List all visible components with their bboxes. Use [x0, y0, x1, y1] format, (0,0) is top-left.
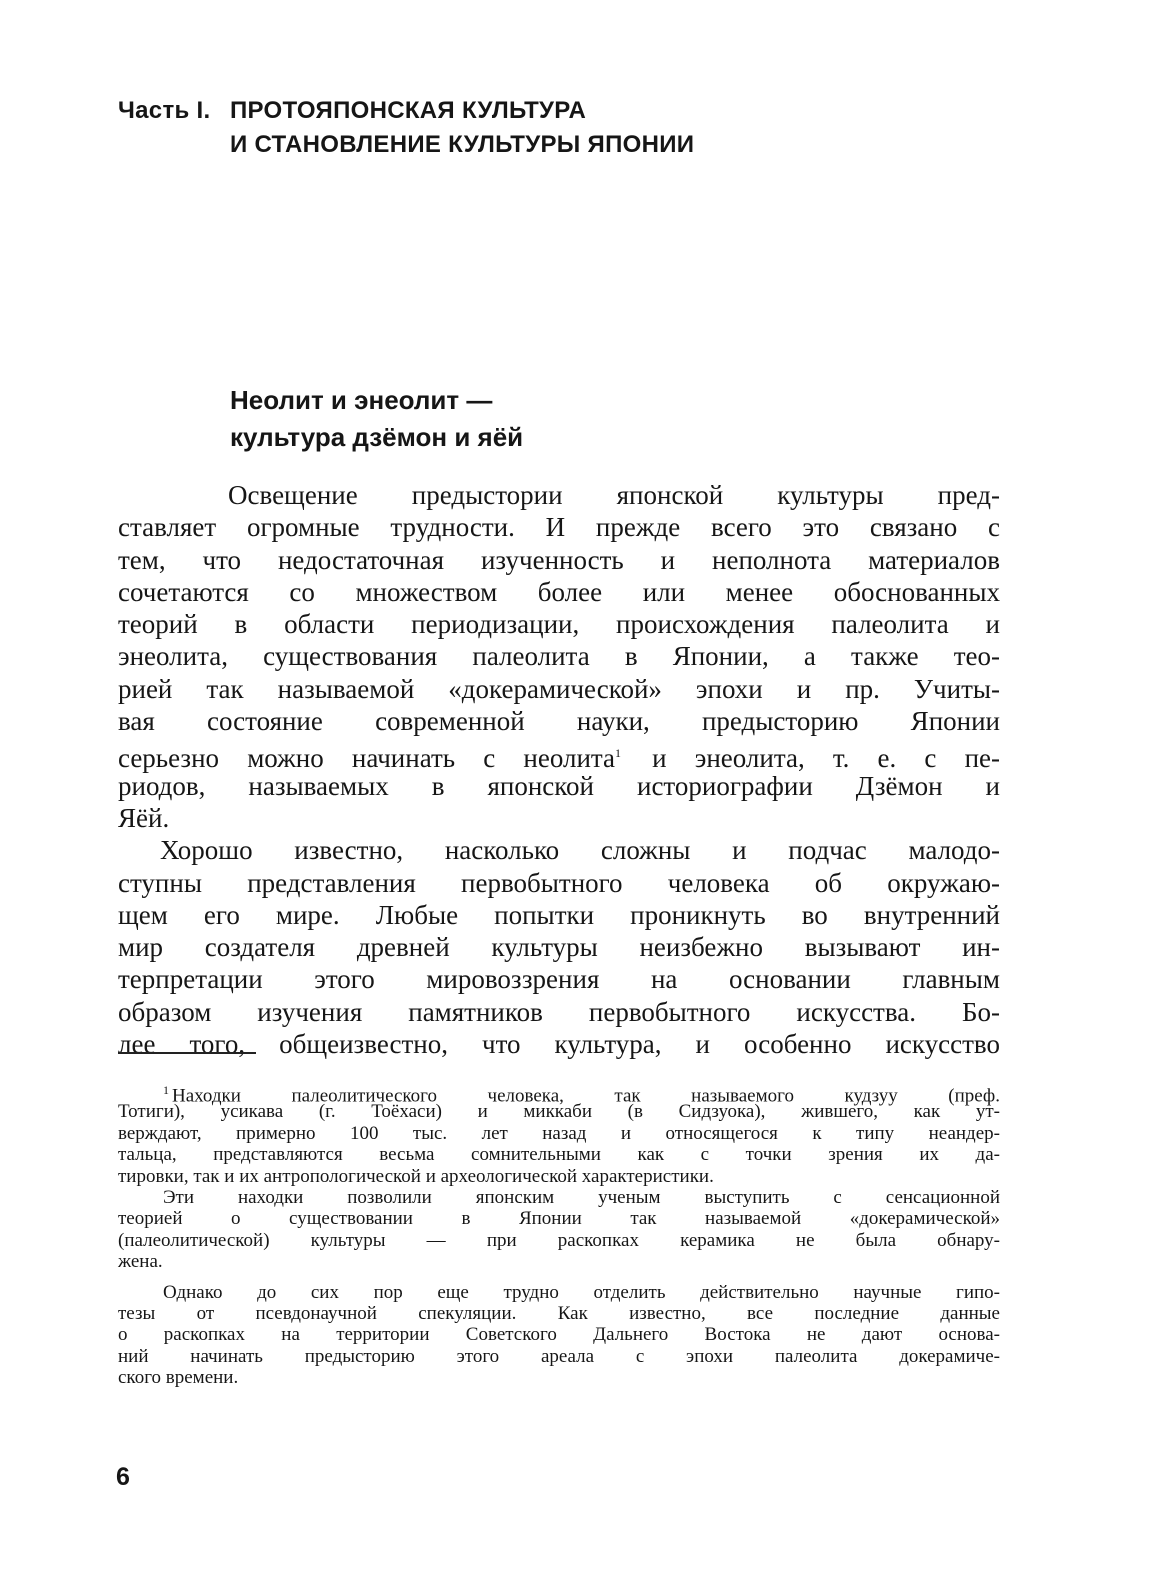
text-line: энеолита, существования палеолита в Японии, а также тео-: [118, 641, 1000, 672]
text-segment: Находки палеолитического человека, так называемого кудзуу (преф.: [172, 1085, 1000, 1107]
footnote-paragraph: [118, 1187, 1000, 1273]
footnote-line: верждают, примерно 100 тыс. лет назад и относящегося к типу неандер-: [118, 1122, 1000, 1144]
text-segment: и энеолита, т. е. с пе-: [624, 743, 1000, 774]
footnote-line: Тотиги), усикава (г. Тоёхаси) и миккаби (в Сидзуока), жившего, как ут-: [118, 1101, 1000, 1123]
section-title-line: Неолит и энеолит —: [230, 385, 493, 415]
text-line: вая состояние современной науки, предысторию Японии: [118, 706, 1000, 737]
text-line: щем его мире. Любые попытки проникнуть во внутренний: [118, 899, 1000, 930]
text-segment: серьезно можно начинать с неолита: [118, 743, 615, 774]
footnote-paragraph: [118, 1282, 1000, 1389]
spacer: [118, 1273, 1000, 1282]
text-line: образом изучения памятников первобытного искусства. Бо-: [118, 996, 1000, 1027]
footnotes: [118, 1080, 1000, 1388]
text-line: [118, 737, 1000, 774]
footnote-paragraph: [118, 1080, 1000, 1187]
text-line: Хорошо известно, насколько сложны и подчас малодо-: [160, 835, 1000, 866]
text-line: Освещение предыстории японской культуры пред-: [228, 480, 1000, 510]
paragraph: [118, 479, 1000, 834]
paragraph: [118, 834, 1000, 1060]
text-line: теорий в области периодизации, происхождения палеолита и: [118, 609, 1000, 640]
footnote-line: Эти находки позволили японским ученым выступить с сенсационной: [163, 1186, 1000, 1208]
footnote-divider: [118, 1052, 256, 1054]
text-line: тем, что недостаточная изученность и неполнота материалов: [118, 544, 1000, 575]
footnote-line: тезы от псевдонаучной спекуляции. Как известно, все последние данные: [118, 1302, 1000, 1324]
footnote-reference[interactable]: 1: [615, 746, 621, 761]
text-line: ступны представления первобытного человека об окружаю-: [118, 867, 1000, 898]
footnote-line: тировки, так и их антропологической и археологической характеристики.: [118, 1165, 714, 1187]
part-title-line: ПРОТОЯПОНСКАЯ КУЛЬТУРА: [230, 97, 587, 124]
text-line: ставляет огромные трудности. И прежде всего это связано с: [118, 512, 1000, 543]
body-text: [118, 479, 1000, 1060]
text-line: мир создателя древней культуры неизбежно вызывают ин-: [118, 932, 1000, 963]
part-label: Часть I.: [118, 97, 211, 124]
text-line: рией так называемой «докерамической» эпохи и пр. Учиты-: [118, 673, 1000, 704]
footnote-line: [118, 1080, 1000, 1107]
footnote-line: Однако до сих пор еще трудно отделить действительно научные гипо-: [163, 1281, 1000, 1303]
section-title-line: культура дзёмон и яёй: [230, 422, 524, 452]
text-line: лее того, общеизвестно, что культура, и особенно искусство: [118, 1029, 1000, 1060]
text-line: Яёй.: [118, 802, 170, 833]
page-number: 6: [116, 1463, 130, 1491]
footnote-line: тальца, представляются весьма сомнительными как с точки зрения их да-: [118, 1144, 1000, 1166]
text-line: терпретации этого мировоззрения на основании главным: [118, 964, 1000, 995]
part-title: [230, 94, 694, 162]
text-line: сочетаются со множеством более или менее обоснованных: [118, 576, 1000, 607]
footnote-line: ний начинать предысторию этого ареала с эпохи палеолита докерамиче-: [118, 1345, 1000, 1367]
section-heading: [230, 382, 523, 456]
footnote-line: ского времени.: [118, 1367, 239, 1389]
footnote-line: теорией о существовании в Японии так называемой «докерамической»: [118, 1208, 1000, 1230]
footnote-line: жена.: [118, 1251, 163, 1273]
footnote-line: (палеолитической) культуры — при раскопках керамика не была обнару-: [118, 1229, 1000, 1251]
part-title-line: И СТАНОВЛЕНИЕ КУЛЬТУРЫ ЯПОНИИ: [230, 131, 695, 158]
footnote-marker: 1: [163, 1083, 169, 1097]
footnote-line: о раскопках на территории Советского Дальнего Востока не дают основа-: [118, 1324, 1000, 1346]
text-line: риодов, называемых в японской историографии Дзёмон и: [118, 770, 1000, 801]
